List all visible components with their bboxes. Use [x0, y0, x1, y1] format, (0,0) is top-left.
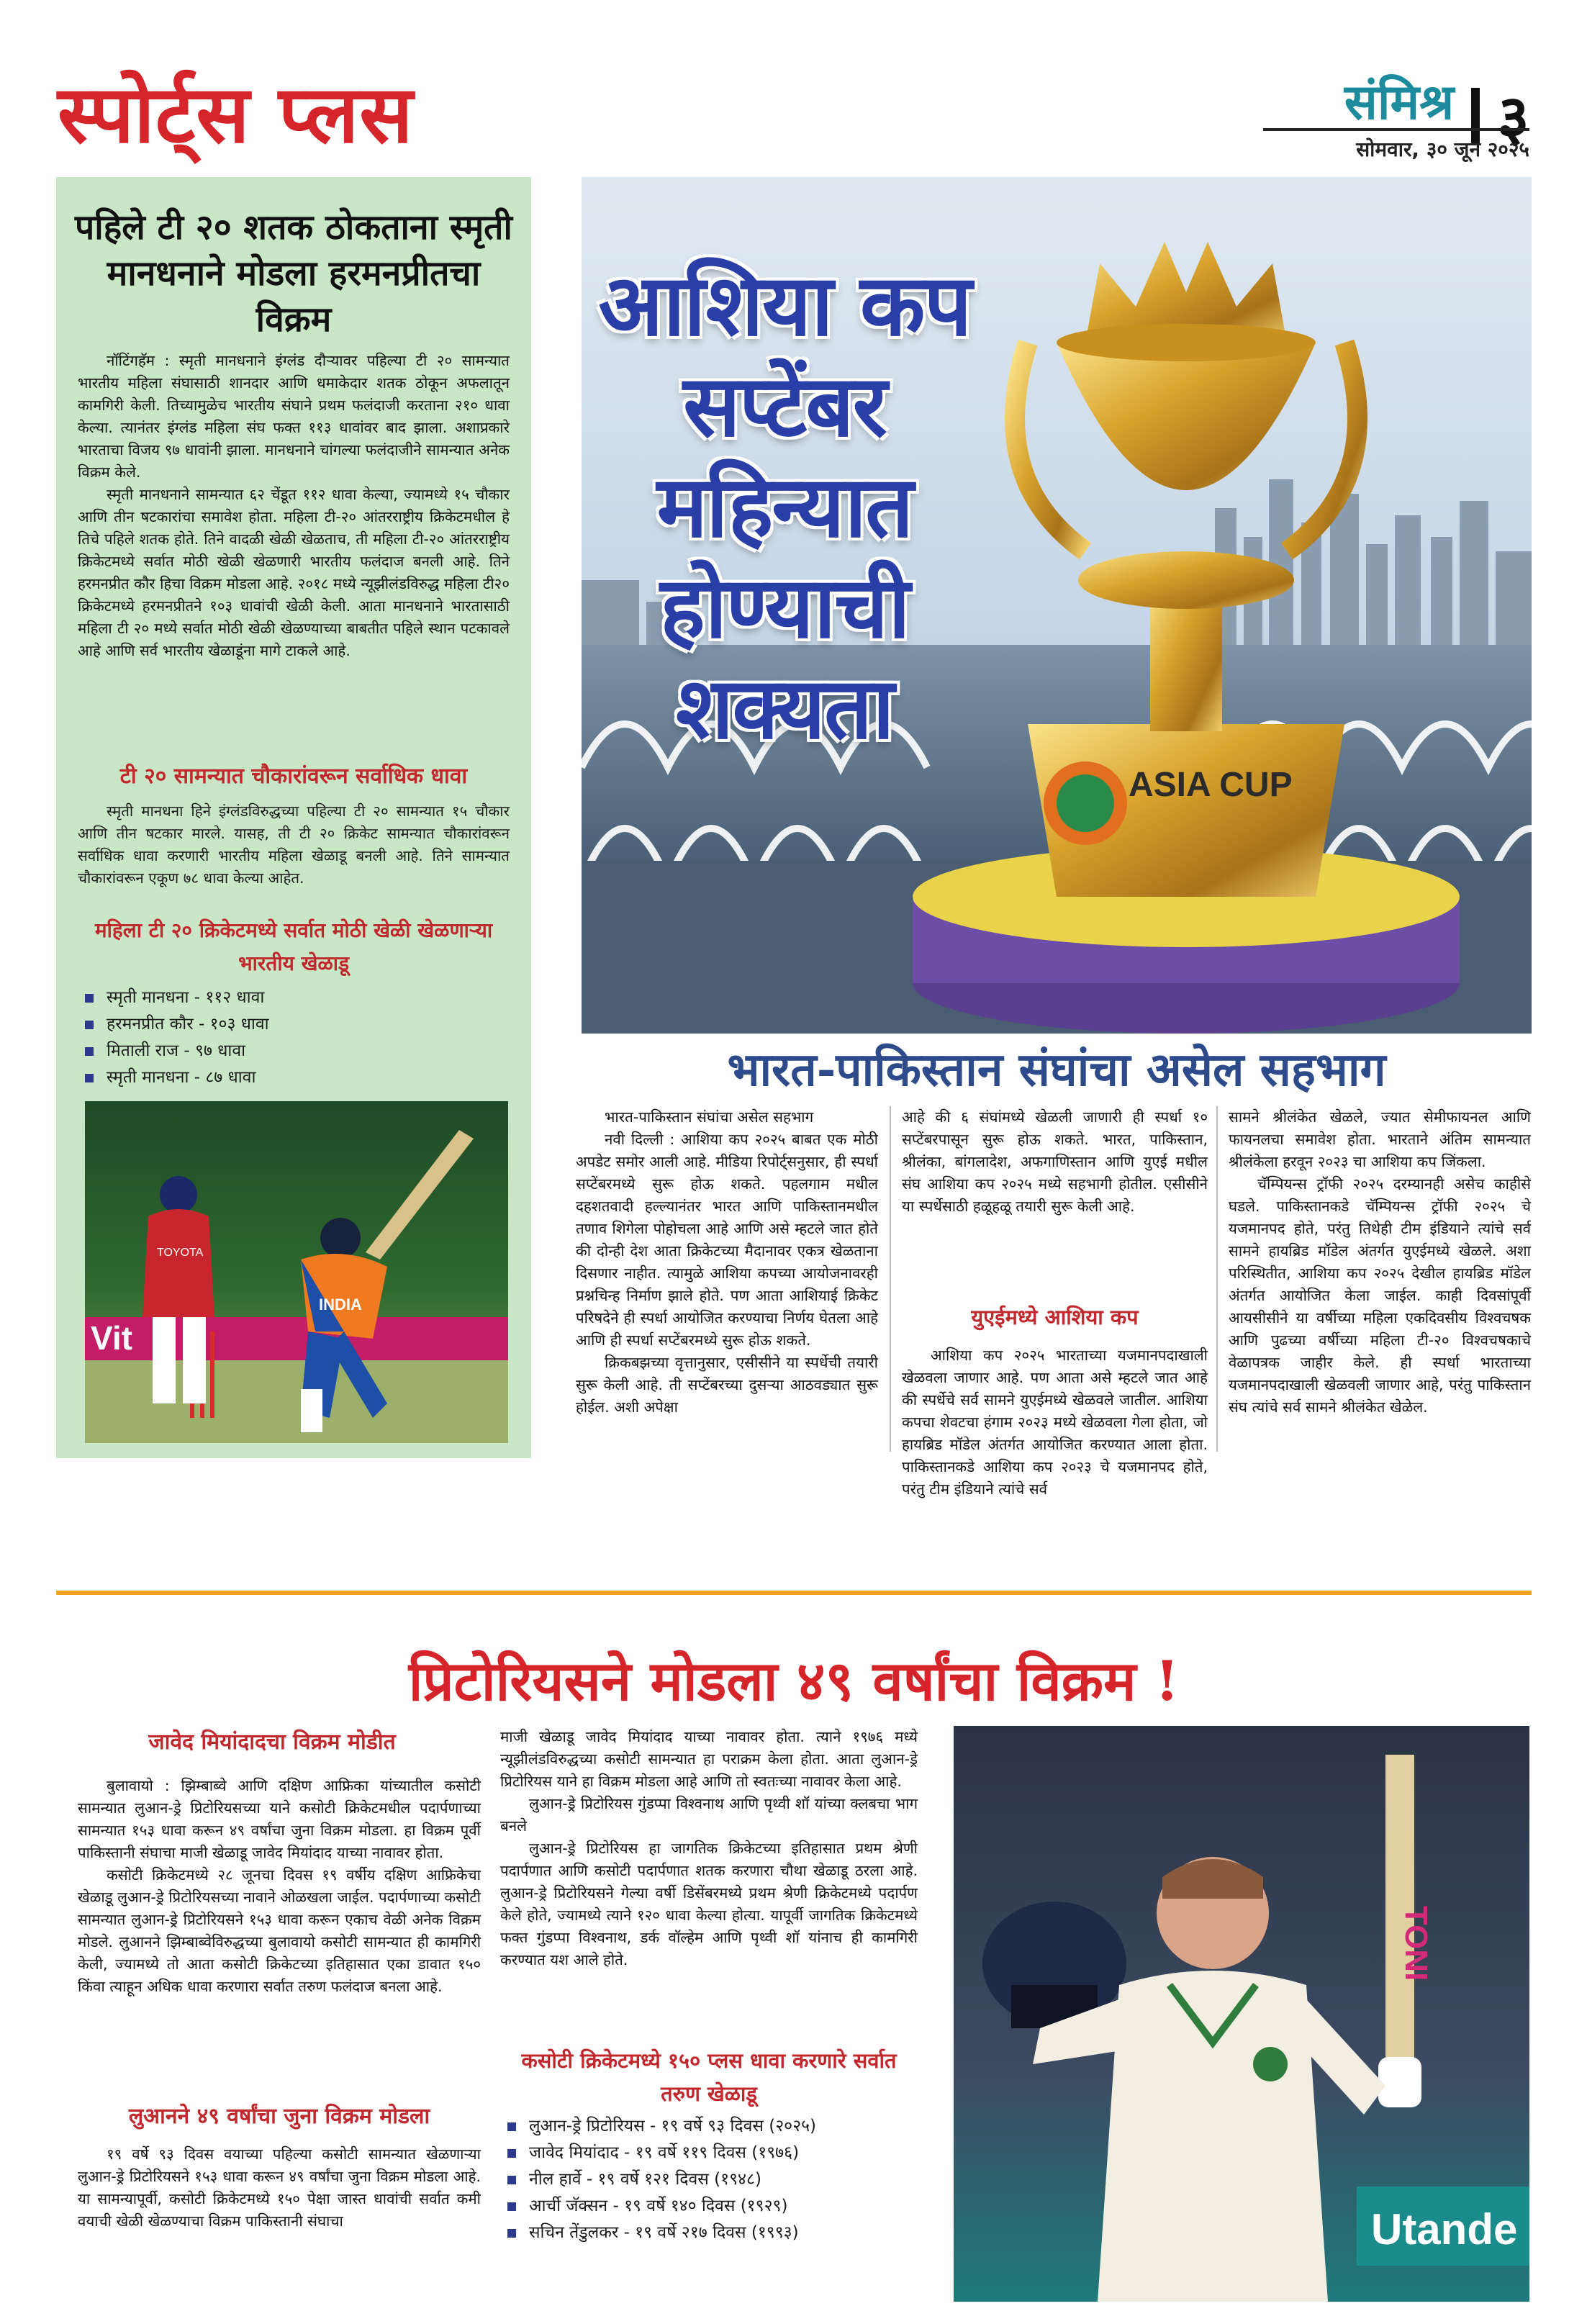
pretorius-paragraph: माजी खेळाडू जावेद मियांदाद याच्या नावावर होता. त्याने १९७६ मध्ये न्यूझीलंडविरुद्धच्या कसोटी सामन्यात हा पराक्रम केला होता. आता लुआन-ड्रे प्रिटोरियस याने हा विक्रम मोडला आहे आणि तो स्वतःच्या नावावर केला आहे. [500, 1728, 918, 1790]
boundaries-subhead: टी २० सामन्यात चौकारांवरून सर्वाधिक धावा [119, 764, 468, 789]
trophy-logo-text: ASIA CUP [1129, 766, 1293, 804]
list-item: लुआन-ड्रे प्रिटोरियस - १९ वर्षे ९३ दिवस (२०२५) [507, 2113, 910, 2140]
list-item: स्मृती मानधना - ११२ धावा [85, 985, 502, 1011]
section-divider-bar [56, 1591, 1532, 1595]
jersey-text: INDIA [319, 1296, 362, 1314]
board-text: Vit [91, 1319, 132, 1357]
asia-cup-paragraph: चॅम्पियन्स ट्रॉफी २०२५ दरम्यानही असेच काहीसे घडले. पाकिस्तानकडे चॅम्पियन्स ट्रॉफी २०२५ चे यजमानपद होते, परंतु तिथेही टीम इंडियाने त्यांचे सर्व सामने हायब्रिड मॉडेल अंतर्गत युएईमध्ये खेळले. अशा परिस्थितीत, आशिया कप २०२५ देखील हायब्रिड मॉडेल अंतर्गत आयोजित केला जाईल. काही दिवसांपूर्वी आयसीसीने या वर्षीच्या महिला एकदिवसीय विश्वचषक आणि पुढच्या वर्षीच्या महिला टी-२० विश्वचषकाचे वेळापत्रक जाहीर केले. ही स्पर्धा भारताच्या यजमानपदाखाली खेळवली जाणार आहे, परंतु पाकिस्तान संघ त्यांचे सर्व सामने श्रीलंकेत खेळेल. [1229, 1175, 1531, 1416]
sponsor-text: TOYOTA [157, 1247, 204, 1259]
bat-sponsor-text: TONI [1398, 1906, 1434, 1981]
pretorius-paragraph: लुआन-ड्रे प्रिटोरियस गुंडप्पा विश्वनाथ आणि पृथ्वी शॉ यांच्या क्लबचा भाग बनले [500, 1795, 918, 1835]
list-item: आर्ची जॅक्सन - १९ वर्षे १४० दिवस (१९२९) [507, 2193, 910, 2220]
miandad-subhead: जावेद मियांदादचा विक्रम मोडीत [148, 1730, 396, 1755]
highest-score-list [85, 985, 502, 1091]
column-rule [890, 1106, 891, 1452]
mandhana-body [78, 350, 510, 662]
asia-cup-column-2b [902, 1344, 1208, 1501]
section-name: संमिश्र [1344, 73, 1455, 131]
asia-cup-hero-title: आशिया कप सप्टेंबर महिन्यात होण्याची शक्यता [598, 256, 971, 758]
asia-cup-column-3 [1229, 1106, 1531, 1419]
asia-cup-paragraph: नवी दिल्ली : आशिया कप २०२५ बाबत एक मोठी अपडेट समोर आली आहे. मीडिया रिपोर्ट्सनुसार, ही स्पर्धा सप्टेंबरमध्ये सुरू होऊ शकते. पहलगाम मधील दहशतवादी हल्ल्यानंतर भारत आणि पाकिस्तानमधील तणाव शिगेला पोहोचला आहे आणि असे म्हटले जात होते की दोन्ही देश आता क्रिकेटच्या मैदानावर एकत्र खेळताना दिसणार नाहीत. त्यामुळे आशिया कपच्या आयोजनावरही प्रश्नचिन्ह निर्माण झाले होते. पण आता आशियाई क्रिकेट परिषदेने ही स्पर्धा आयोजित करण्याचा निर्णय घेतला आहे आणि ही स्पर्धा सप्टेंबरमध्ये सुरू होऊ शकते. [576, 1131, 878, 1349]
pretorius-column-2 [500, 1726, 918, 1971]
pretorius-column-1b [78, 2143, 481, 2233]
list-item: नील हार्वे - १९ वर्षे १२१ दिवस (१९४८) [507, 2166, 910, 2193]
boundaries-body [78, 800, 510, 890]
list-item: मिताली राज - ९७ धावा [85, 1038, 502, 1064]
column-rule [1216, 1106, 1218, 1452]
pretorius-paragraph: बुलावायो : झिम्बाब्वे आणि दक्षिण आफ्रिका यांच्यातील कसोटी सामन्यात लुआन-ड्रे प्रिटोरियसच्या याने कसोटी क्रिकेटमधील पदार्पणाच्या सामन्यात १५३ धावा करून ४९ वर्षांचा जुना विक्रम मोडला. हा विक्रम पूर्वी पाकिस्तानी संघाचा माजी खेळाडू जावेद मियांदाद याच्या नावावर होता. [78, 1777, 481, 1861]
list-item: सचिन तेंडुलकर - १९ वर्षे २१७ दिवस (१९९३) [507, 2220, 910, 2246]
india-pakistan-headline: भारत-पाकिस्तान संघांचा असेल सहभाग [727, 1043, 1386, 1097]
celebration-photo-art [954, 1726, 1529, 2302]
asia-cup-column-1 [576, 1106, 878, 1419]
youngest-150-list [507, 2113, 910, 2246]
boundaries-paragraph: स्मृती मानधना हिने इंग्लंडविरुद्धच्या पहिल्या टी २० सामन्यात १५ चौकार आणि तीन षटकार मारले. यासह, ती टी २० क्रिकेट सामन्यात चौकारांवरून सर्वाधिक धावा करणारी भारतीय महिला खेळाडू बनली आहे. तिने सामन्यात चौकारांवरून एकूण ७८ धावा केल्या आहेत. [78, 802, 510, 887]
asia-cup-paragraph: आहे की ६ संघांमध्ये खेळली जाणारी ही स्पर्धा १० सप्टेंबरपासून सुरू होऊ शकते. भारत, पाकिस्तान, श्रीलंका, बांगलादेश, अफगाणिस्तान आणि युएई मधील संघ आशिया कप २०२५ मध्ये सहभागी होतील. एसीसीने या स्पर्धेसाठी हळूहळू तयारी सुरू केली आहे. [902, 1108, 1208, 1215]
board-text-2: Utande [1371, 2205, 1518, 2253]
pretorius-column-1 [78, 1775, 481, 1998]
asia-cup-paragraph: सामने श्रीलंकेत खेळले, ज्यात सेमीफायनल आणि फायनलचा समावेश होता. भारताने अंतिम सामन्यात श्रीलंकेला हरवून २०२३ चा आशिया कप जिंकला. [1229, 1108, 1531, 1170]
old-record-subhead: लुआनने ४९ वर्षांचा जुना विक्रम मोडला [128, 2104, 430, 2129]
list-item: जावेद मियांदाद - १९ वर्षे ११९ दिवस (१९७६) [507, 2140, 910, 2166]
pretorius-paragraph: १९ वर्षे ९३ दिवस वयाच्या पहिल्या कसोटी सामन्यात खेळणाऱ्या लुआन-ड्रे प्रिटोरियसने १५३ धावा करून ४९ वर्षांचा जुना विक्रम मोडला आहे. या सामन्यापूर्वी, कसोटी क्रिकेटमध्ये १५० पेक्षा जास्त धावांची सर्वात कमी वयाची खेळी खेळण्याचा विक्रम पाकिस्तानी संघाचा [78, 2146, 481, 2230]
asia-cup-paragraph: आशिया कप २०२५ भारताच्या यजमानपदाखाली खेळवला जाणार आहे. पण आता असे म्हटले जात आहे की स्पर्धेचे सर्व सामने युएईमध्ये खेळवले जातील. आशिया कपचा शेवटचा हंगाम २०२३ मध्ये खेळवला गेला होता, जो हायब्रिड मॉडेल अंतर्गत आयोजित करण्यात आला होता. पाकिस्तानकडे आशिया कप २०२३ चे यजमानपद होते, परंतु टीम इंडियाने त्यांचे सर्व [902, 1347, 1208, 1498]
highest-score-subhead: महिला टी २० क्रिकेटमध्ये सर्वात मोठी खेळी खेळणाऱ्या भारतीय खेळाडू [94, 918, 493, 975]
pretorius-celebration-photo [954, 1726, 1529, 2302]
paper-name: स्पोर्ट्स प्लस [58, 68, 414, 160]
pretorius-paragraph: लुआन-ड्रे प्रिटोरियस हा जागतिक क्रिकेटच्या इतिहासात प्रथम श्रेणी पदार्पणात आणि कसोटी पदार्पणात शतक करणारा चौथा खेळाडू ठरला आहे. लुआन-ड्रे प्रिटोरियसने गेल्या वर्षी डिसेंबरमध्ये प्रथम श्रेणी क्रिकेटमध्ये पदार्पण केले होते, ज्यामध्ये त्याने १२० धावा केल्या होत्या. यापूर्वी जागतिक क्रिकेटमध्ये फक्त गुंडप्पा विश्वनाथ, डर्क वॉल्हेम आणि पृथ्वी शॉ यांनाच ही कामगिरी करण्यात यश आले होते. [500, 1840, 918, 1968]
issue-date: सोमवार, ३० जून २०२५ [1263, 128, 1529, 163]
page-number: ३ [1497, 81, 1529, 154]
mandhana-paragraph: नॉटिंगहॅम : स्मृती मानधनाने इंग्लंड दौऱ्यावर पहिल्या टी २० सामन्यात भारतीय महिला संघासाठी शानदार आणि धमाकेदार शतक ठोकून अफलातून कामगिरी केली. तिच्यामुळेच भारतीय संघाने प्रथम फलंदाजी करताना २१० धावा केल्या. त्यानंतर इंग्लंड महिला संघ फक्त ११३ धावांवर बाद झाला. अशाप्रकारे भारताचा विजय ९७ धावांनी झाला. मानधनाने चांगल्या फलंदाजीने सामन्यात अनेक विक्रम केले. [78, 352, 510, 481]
asia-cup-paragraph: क्रिकबझच्या वृत्तानुसार, एसीसीने या स्पर्धेची तयारी सुरू केली आहे. ती सप्टेंबरच्या दुसऱ्या आठवड्यात सुरू होईल. अशी अपेक्षा [576, 1354, 878, 1416]
mandhana-headline: पहिले टी २० शतक ठोकताना स्मृती मानधनाने मोडला हरमनप्रीतचा विक्रम [75, 207, 512, 340]
asia-cup-column-2 [902, 1106, 1208, 1218]
pretorius-headline: प्रिटोरियसने मोडला ४९ वर्षांचा विक्रम ! [408, 1649, 1180, 1713]
mandhana-batting-photo [85, 1101, 508, 1443]
list-item: हरमनप्रीत कौर - १०३ धावा [85, 1011, 502, 1038]
uae-subhead: युएईमध्ये आशिया कप [971, 1305, 1139, 1329]
mandhana-paragraph: स्मृती मानधनाने सामन्यात ६२ चेंडूत ११२ धावा केल्या, ज्यामध्ये १५ चौकार आणि तीन षटकारांचा समावेश होता. महिला टी-२० आंतरराष्ट्रीय क्रिकेटमधील हे तिचे पहिले शतक होते. तिने वादळी खेळी खेळताच, ती महिला टी-२० आंतरराष्ट्रीय क्रिकेटमध्ये सर्वात मोठी खेळी खेळणारी भारतीय फलंदाज बनली आहे. तिने हरमनप्रीत कौर हिचा विक्रम मोडला आहे. २०१८ मध्ये न्यूझीलंडविरुद्ध महिला टी२० क्रिकेटमध्ये हरमनप्रीतने १०३ धावांची खेळी केली. आता मानधनाने भारतासाठी महिला टी २० मध्ये सर्वात मोठी खेळी खेळण्याच्या बाबतीत पहिले स्थान पटकावले आहे आणि सर्व भारतीय खेळाडूंना मागे टाकले आहे. [78, 486, 510, 659]
youngest-150-subhead: कसोटी क्रिकेटमध्ये १५० प्लस धावा करणारे सर्वात तरुण खेळाडू [521, 2048, 897, 2106]
list-item: स्मृती मानधना - ८७ धावा [85, 1064, 502, 1091]
pretorius-paragraph: कसोटी क्रिकेटमध्ये २८ जूनचा दिवस १९ वर्षीय दक्षिण आफ्रिकेचा खेळाडू लुआन-ड्रे प्रिटोरियसच्या नावाने ओळखला जाईल. पदार्पणाच्या कसोटी सामन्यात लुआन-ड्रे प्रिटोरियसने १५३ धावा करून एकाच वेळी अनेक विक्रम मोडले. लुआनने झिम्बाब्वेविरुद्धच्या बुलावायो कसोटी सामन्यात ही कामगिरी केली, ज्यामध्ये तो आता कसोटी क्रिकेटच्या इतिहासात एका डावात १५० किंवा त्याहून अधिक धावा करणारा सर्वात तरुण फलंदाज बनला आहे. [78, 1866, 481, 1995]
asia-cup-paragraph: भारत-पाकिस्तान संघांचा असेल सहभाग [605, 1108, 814, 1126]
batting-photo-art [85, 1101, 508, 1443]
